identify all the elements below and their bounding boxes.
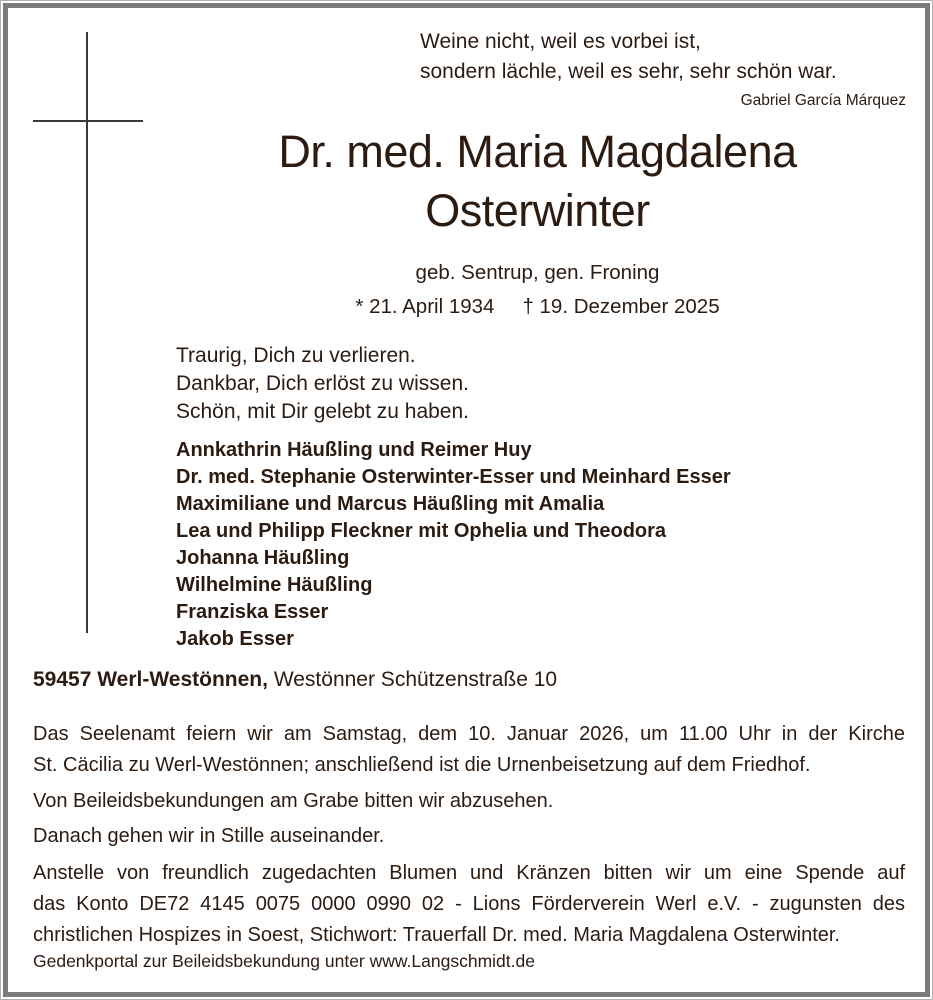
- epitaph-line: Traurig, Dich zu verlieren.: [176, 344, 416, 367]
- death-date: † 19. Dezember 2025: [522, 295, 720, 318]
- service-line: St. Cäcilia zu Werl-Westönnen; anschließend ist die Urnenbeisetzung auf dem Friedhof.: [33, 754, 811, 776]
- deceased-header: [175, 122, 900, 319]
- mourner-name: Dr. med. Stephanie Osterwinter-Esser und Meinhard Esser: [176, 466, 731, 488]
- address-line: [33, 667, 557, 693]
- farewell-note: Danach gehen wir in Stille auseinander.: [33, 825, 385, 847]
- epitaph: [176, 342, 469, 426]
- cross-vertical-bar: [86, 32, 88, 633]
- memorial-portal-line: Gedenkportal zur Beileidsbekundung unter www.Langschmidt.de: [33, 951, 535, 971]
- service-line: Das Seelenamt feiern wir am Samstag, dem 10. Januar 2026, um 11.00 Uhr in der Kirche: [33, 723, 905, 745]
- mourners-list: [176, 437, 731, 653]
- mourner-name: Maximiliane und Marcus Häußling mit Amalia: [176, 493, 605, 515]
- mourner-name: Jakob Esser: [176, 628, 294, 650]
- mourner-name: Franziska Esser: [176, 601, 329, 623]
- mourner-name: Lea und Philipp Fleckner mit Ophelia und Theodora: [176, 520, 667, 542]
- mourner-name: Annkathrin Häußling und Reimer Huy: [176, 439, 532, 461]
- maiden-name: geb. Sentrup, gen. Froning: [415, 261, 660, 284]
- condolence-note: Von Beileidsbekundungen am Grabe bitten wir abzusehen.: [33, 790, 554, 812]
- donation-line: das Konto DE72 4145 0075 0000 0990 02 - Lions Förderverein Werl e.V. - zugunsten des: [33, 893, 905, 915]
- donation-line: christlichen Hospizes in Soest, Stichwort: Trauerfall Dr. med. Maria Magdalena Osterwinter.: [33, 924, 840, 946]
- epitaph-line: Dankbar, Dich erlöst zu wissen.: [176, 372, 469, 395]
- quote-line: Weine nicht, weil es vorbei ist,: [420, 30, 701, 53]
- mourner-name: Wilhelmine Häußling: [176, 574, 373, 596]
- address-street: Westönner Schützenstraße 10: [273, 668, 558, 691]
- address-city: 59457 Werl-Westönnen,: [33, 668, 268, 691]
- quote-line: sondern lächle, weil es sehr, sehr schön war.: [420, 60, 837, 83]
- life-dates: [175, 295, 900, 319]
- mourner-name: Johanna Häußling: [176, 547, 350, 569]
- opening-quote: [420, 27, 906, 110]
- deceased-name-line: Osterwinter: [425, 185, 650, 236]
- cross-horizontal-bar: [33, 120, 143, 122]
- service-paragraph: [33, 719, 905, 781]
- donation-paragraph: [33, 858, 905, 951]
- epitaph-line: Schön, mit Dir gelebt zu haben.: [176, 400, 469, 423]
- donation-line: Anstelle von freundlich zugedachten Blumen und Kränzen bitten wir um eine Spende auf: [33, 862, 905, 884]
- quote-attribution: Gabriel García Márquez: [740, 92, 906, 109]
- deceased-name-line: Dr. med. Maria Magdalena: [278, 126, 797, 177]
- birth-date: * 21. April 1934: [355, 295, 495, 318]
